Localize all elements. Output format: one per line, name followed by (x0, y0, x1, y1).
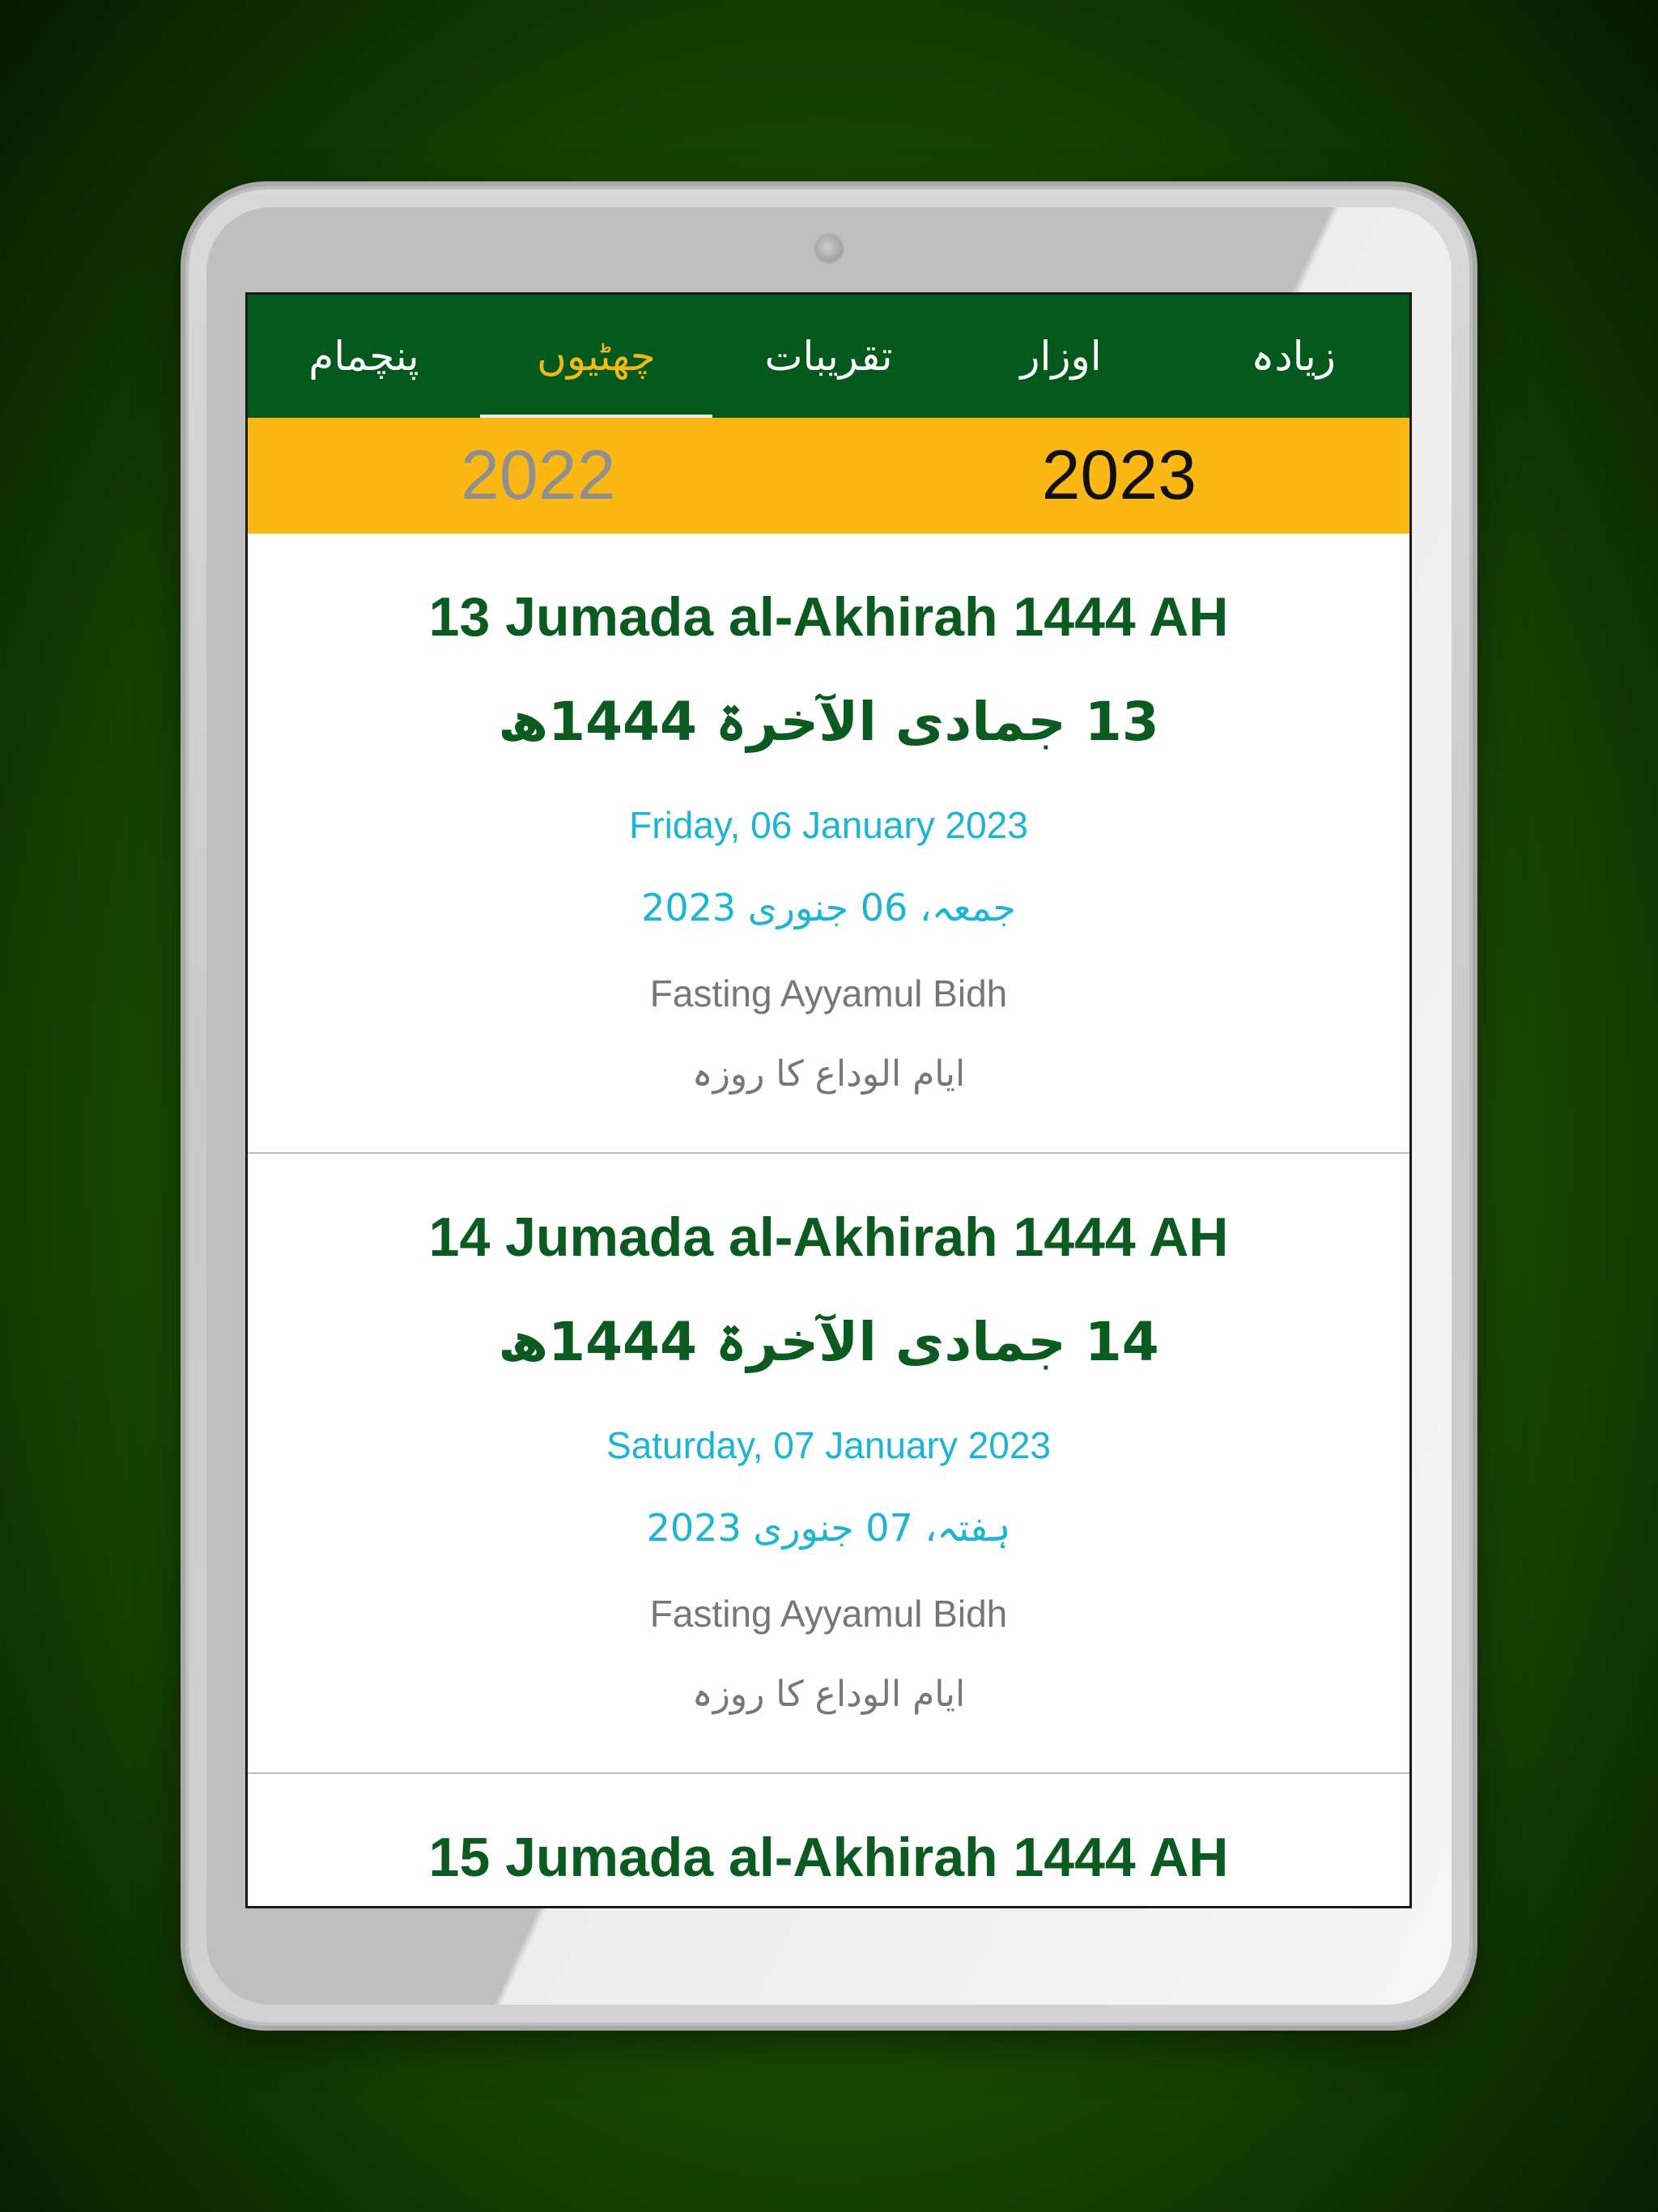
gregorian-date-english: Saturday, 07 January 2023 (606, 1424, 1051, 1466)
tab-label: زیادہ (1251, 333, 1336, 380)
gregorian-date-urdu: ہفتہ، 07 جنوری 2023 (646, 1506, 1011, 1550)
tab-more[interactable] (1177, 295, 1409, 418)
year-selector (248, 418, 1409, 534)
hijri-date-english: 13 Jumada al-Akhirah 1444 AH (428, 586, 1229, 648)
tab-label: چھٹیوں (537, 333, 656, 380)
list-item[interactable] (248, 534, 1409, 1154)
tab-calendar[interactable] (248, 295, 480, 418)
list-item[interactable] (248, 1154, 1409, 1774)
hijri-date-english: 14 Jumada al-Akhirah 1444 AH (428, 1206, 1229, 1268)
event-name-urdu: ایام الوداع کا روزہ (691, 1053, 966, 1095)
event-name-english: Fasting Ayyamul Bidh (649, 972, 1008, 1015)
hijri-date-urdu: 13 جمادی الآخرۃ 1444ھ (498, 691, 1159, 753)
list-item[interactable] (248, 1774, 1409, 1908)
app-screen (245, 292, 1412, 1908)
tab-events[interactable] (712, 295, 945, 418)
gregorian-date-urdu: جمعہ، 06 جنوری 2023 (641, 886, 1016, 929)
event-name-english: Fasting Ayyamul Bidh (649, 1593, 1008, 1635)
camera-icon (814, 233, 844, 264)
holiday-list (248, 534, 1409, 1908)
tab-bar (248, 295, 1409, 418)
hijri-date-english: 15 Jumada al-Akhirah 1444 AH (428, 1827, 1229, 1888)
year-tab-2022[interactable]: 2022 (461, 436, 616, 514)
gregorian-date-english: Friday, 06 January 2023 (629, 804, 1028, 846)
tab-label: پنچمام (308, 333, 419, 380)
year-tab-2023[interactable]: 2023 (1041, 436, 1197, 514)
tab-label: تقریبات (764, 333, 893, 380)
hijri-date-urdu: 14 جمادی الآخرۃ 1444ھ (498, 1311, 1159, 1373)
tab-label: اوزار (1020, 333, 1102, 380)
tab-tools[interactable] (945, 295, 1177, 418)
event-name-urdu: ایام الوداع کا روزہ (691, 1674, 966, 1715)
tab-holidays[interactable] (480, 295, 712, 418)
